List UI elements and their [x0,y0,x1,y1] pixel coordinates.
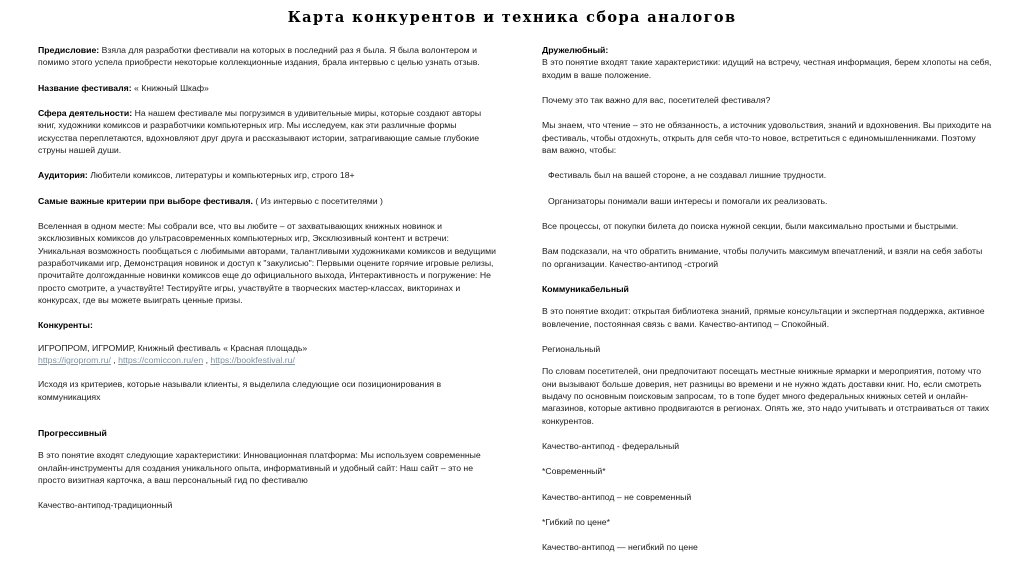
link-separator-1: , [110,355,119,366]
two-column-body [0,28,1024,567]
criteria-heading-note: ( Из интервью с посетителями ) [255,195,383,206]
link-separator-2: , [203,355,211,366]
right-column [542,44,992,567]
regional-body: По словам посетителей, они предпочитают посещать местные книжные ярмарки и мероприятия, потому что они вызывают больше доверия, нет разницы во времени и не нужно ждать доставки книг. Но, если смотреть выдачу по основным поисковым запросам, то в топе будет много федеральных книжных сетей и онлайн-магазинов, которые активно продвигаются в регионах. Опять же, это надо учитывать и отстраиваться от таких конкурентов. [542,366,990,426]
why-question: Почему это так важно для вас, посетителей фестиваля? [542,94,771,105]
preface-text: Взяла для разработки фестивали на которых в последний раз я была. Я была волонтером и помимо этого успела приобрести некоторые коллекционные издания, брала интервью с целью узнать отзыв. [38,44,480,68]
page-title: Карта конкурентов и техника сбора аналогов [287,9,737,26]
trailing-line-3: Качество-антипод – не современный [542,491,692,502]
criteria-heading [38,195,496,207]
trailing-line-5: Качество-антипод — негибкий по цене [542,542,698,553]
activity-sphere-paragraph [38,107,496,156]
left-spacer [38,416,496,427]
progressive-heading: Прогрессивный [38,428,107,439]
activity-sphere-label: Сфера деятельности: [38,107,133,118]
festival-name-label: Название фестиваля: [38,82,132,93]
why-body: Мы знаем, что чтение – это не обязанность, а источник удовольствия, знаний и вдохновения. Вы приходите на фестиваль, чтобы отдохнуть, открыть для себя что-то новое, встретиться с единомышленниками. Поэтому вам важно, чтобы: [542,120,992,155]
regional-heading: Региональный [542,344,601,354]
friendly-body: В это понятие входят такие характеристики: идущий на встречу, честная информация, берем хлопоты на себя, входим в ваше положение. [542,57,992,80]
communicable-heading: Коммуникабельный [542,283,629,294]
friendly-heading: Дружелюбный: [542,44,609,55]
processes-body: Все процессы, от покупки билета до поиска нужной секции, были максимально простыми и быстрыми. [542,220,959,231]
competitor-link-comiccon[interactable]: https://comiccon.ru/en [118,355,204,366]
communicable-body: В это понятие входит: открытая библиотека знаний, прямые консультации и экспертная поддержка, активное вовлечение, постоянная связь с вами. Качество-антипод – Спокойный. [542,306,985,329]
preface-paragraph [38,44,496,69]
trailing-line-4: *Гибкий по цене* [542,517,611,528]
competitor-links [38,354,496,366]
criteria-body: Вселенная в одном месте: Мы собрали все, что вы любите – от захватывающих книжных новинок и эксклюзивных комиксов до ультрасовременных компьютерных игр, Эксклюзивный контент и встречи: Уникальная возможность пообщаться с любимыми авторами, талантливыми художниками комиксов и ведущими разработчиками игр, Демонстрация новинок и доступ к "закулисью": Первыми оцените горячие игровые релизы, прочитайте долгожданные новинки комиксов еще до официального выхода, Интерактивность и погружение: Не просто смотрите, а участвуйте! Тестируйте игры, участвуйте в творческих мастер-классах, викторинах и конкурсах, где вы можете выиграть ценные призы. [38,220,496,305]
progressive-antipode: Качество-антипод-традиционный [38,500,173,511]
activity-sphere-text: На нашем фестивале мы погрузимся в удивительные миры, которые создают авторы книг, художники комиксов и разработчики компьютерных игр. Мы исследуем, как эти различные формы искусства переплетаются, вдохновляют друг друга и рассказывают истории, затрагивающие самые глубокие струны нашей души. [38,107,482,155]
trailing-line-2: *Современный* [542,466,606,477]
audience-paragraph [38,169,496,181]
competitors-heading: Конкуренты: [38,320,93,331]
progressive-body: В это понятие входят следующие характеристики: Инновационная платформа: Мы используем современные онлайн-инструменты для создания уникального опыта, информативный и удобный сайт: Наш сайт – это не просто визитная карточка, а ваш персональный гид по фестивалю [38,450,481,486]
audience-text: Любители комиксов, литературы и компьютерных игр, строго 18+ [87,170,355,181]
axes-intro-paragraph: Исходя из критериев, которые называли клиенты, я выделила следующие оси позиционирования в коммуникациях [38,379,442,402]
left-column [38,44,496,522]
preface-label: Предисловие: [38,44,100,55]
trailing-line-1: Качество-антипод - федеральный [542,441,680,452]
audience-label: Аудитория: [38,170,88,181]
festival-name-text: « Книжный Шкаф» [131,82,209,93]
competitors-list: ИГРОПРОМ, ИГРОМИР, Книжный фестиваль « Красная площадь» [38,342,308,353]
criteria-heading-label: Самые важные критерии при выборе фестиваля. [38,195,253,206]
competitor-link-igroprom[interactable]: https://igroprom.ru/ [38,355,111,366]
competitor-link-bookfestival[interactable]: https://bookfestival.ru/ [210,355,295,366]
bullet-item-2: Организаторы понимали ваши интересы и помогали их реализовать. [548,195,828,206]
festival-name-paragraph [38,82,496,94]
hints-body: Вам подсказали, на что обратить внимание, чтобы получить максимум впечатлений, и взяли на себя заботы по организации. Качество-антипод -строгий [542,246,983,269]
bullet-item-1: Фестиваль был на вашей стороне, а не создавал лишние трудности. [548,170,827,181]
